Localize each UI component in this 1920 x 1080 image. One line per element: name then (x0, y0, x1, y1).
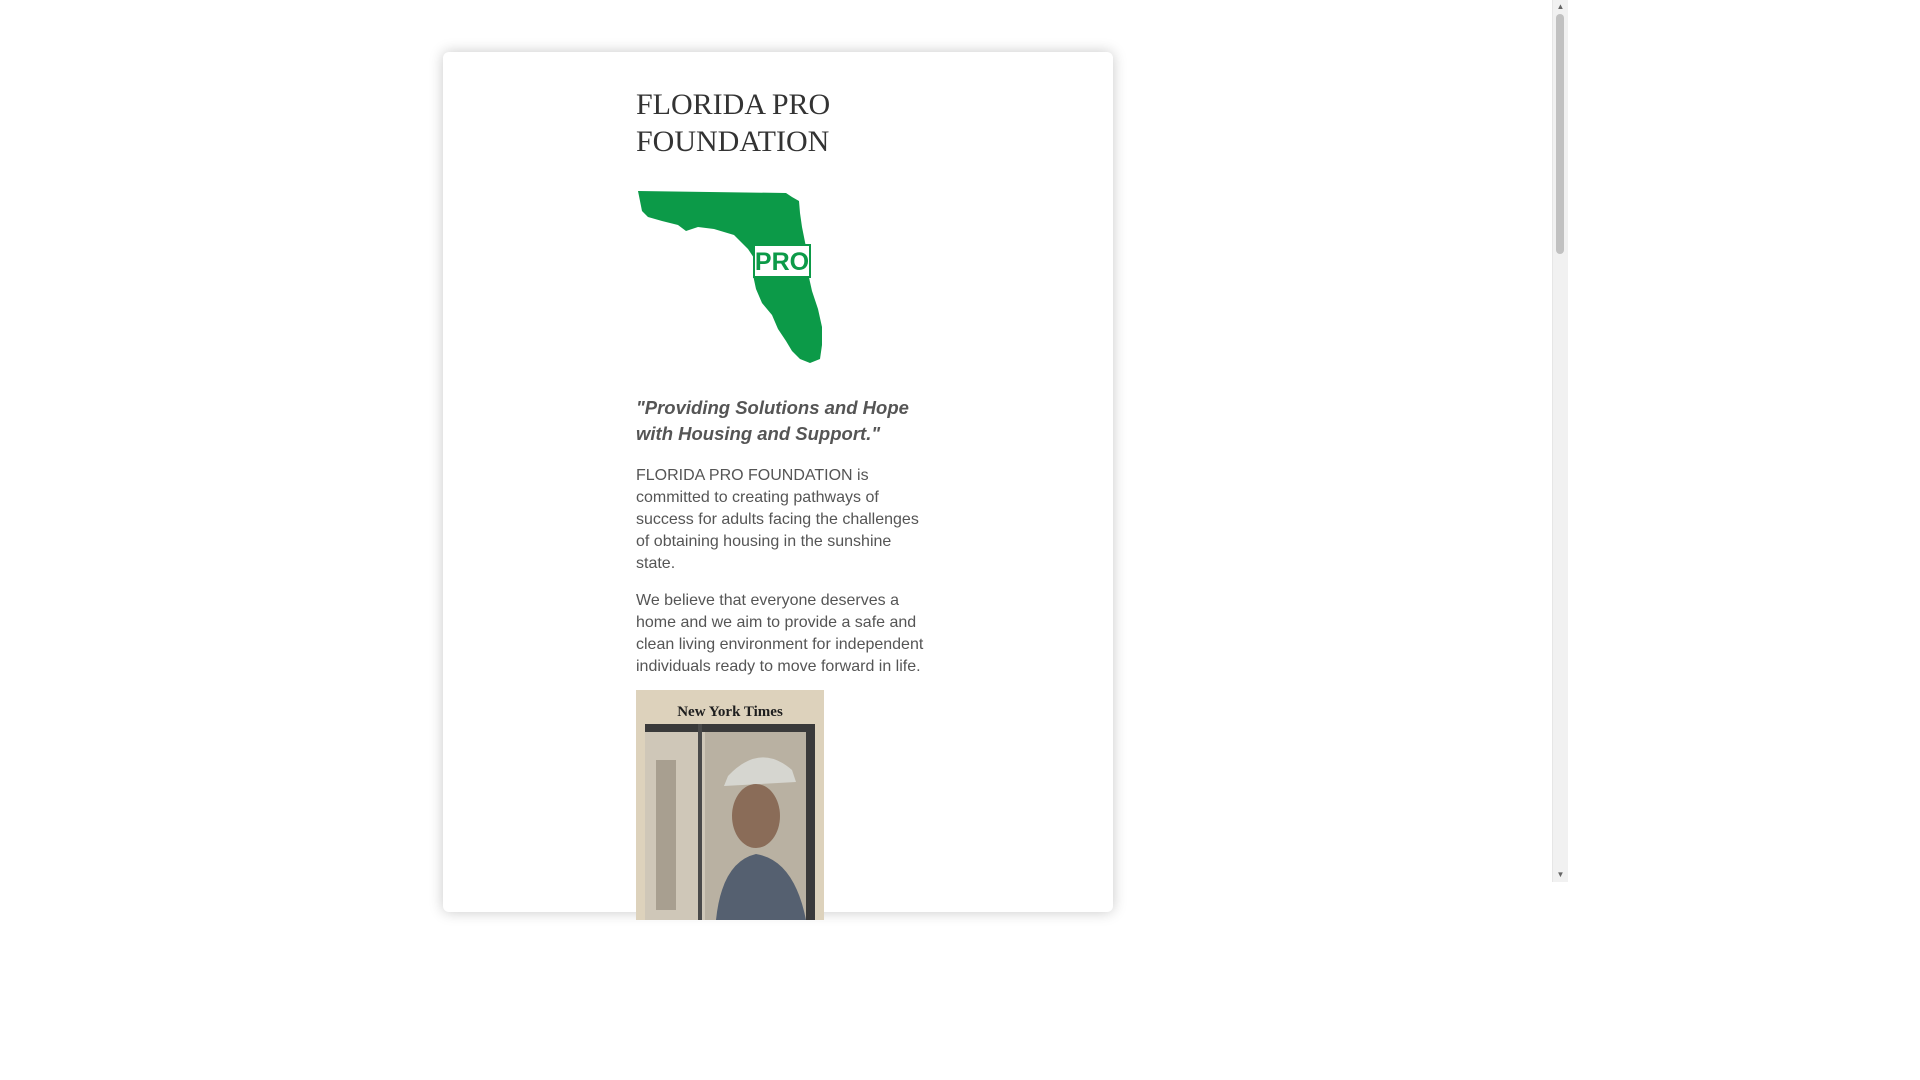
content-card (443, 52, 1113, 912)
scroll-down-icon[interactable]: ▼ (1556, 870, 1565, 879)
florida-pro-logo (636, 191, 824, 365)
page-title: FLORIDA PRO FOUNDATION (636, 88, 831, 158)
main-content (636, 86, 926, 920)
tagline: "Providing Solutions and Hope with Housing and Support." (636, 397, 909, 444)
scroll-up-icon[interactable]: ▲ (1556, 2, 1565, 11)
scroll-thumb[interactable] (1556, 14, 1564, 254)
vertical-scrollbar[interactable] (1552, 0, 1568, 882)
mission-paragraph: FLORIDA PRO FOUNDATION is committed to creating pathways of success for adults facing the challenges of obtaining housing in the sunshine state. (636, 467, 919, 572)
newspaper-photo (636, 690, 824, 920)
logo-text: PRO (754, 248, 810, 276)
belief-paragraph: We believe that everyone deserves a home and we aim to provide a safe and clean living environment for independent individuals ready to move forward in life. (636, 592, 924, 675)
newspaper-masthead: New York Times (677, 704, 783, 720)
newspaper-image (636, 690, 824, 920)
